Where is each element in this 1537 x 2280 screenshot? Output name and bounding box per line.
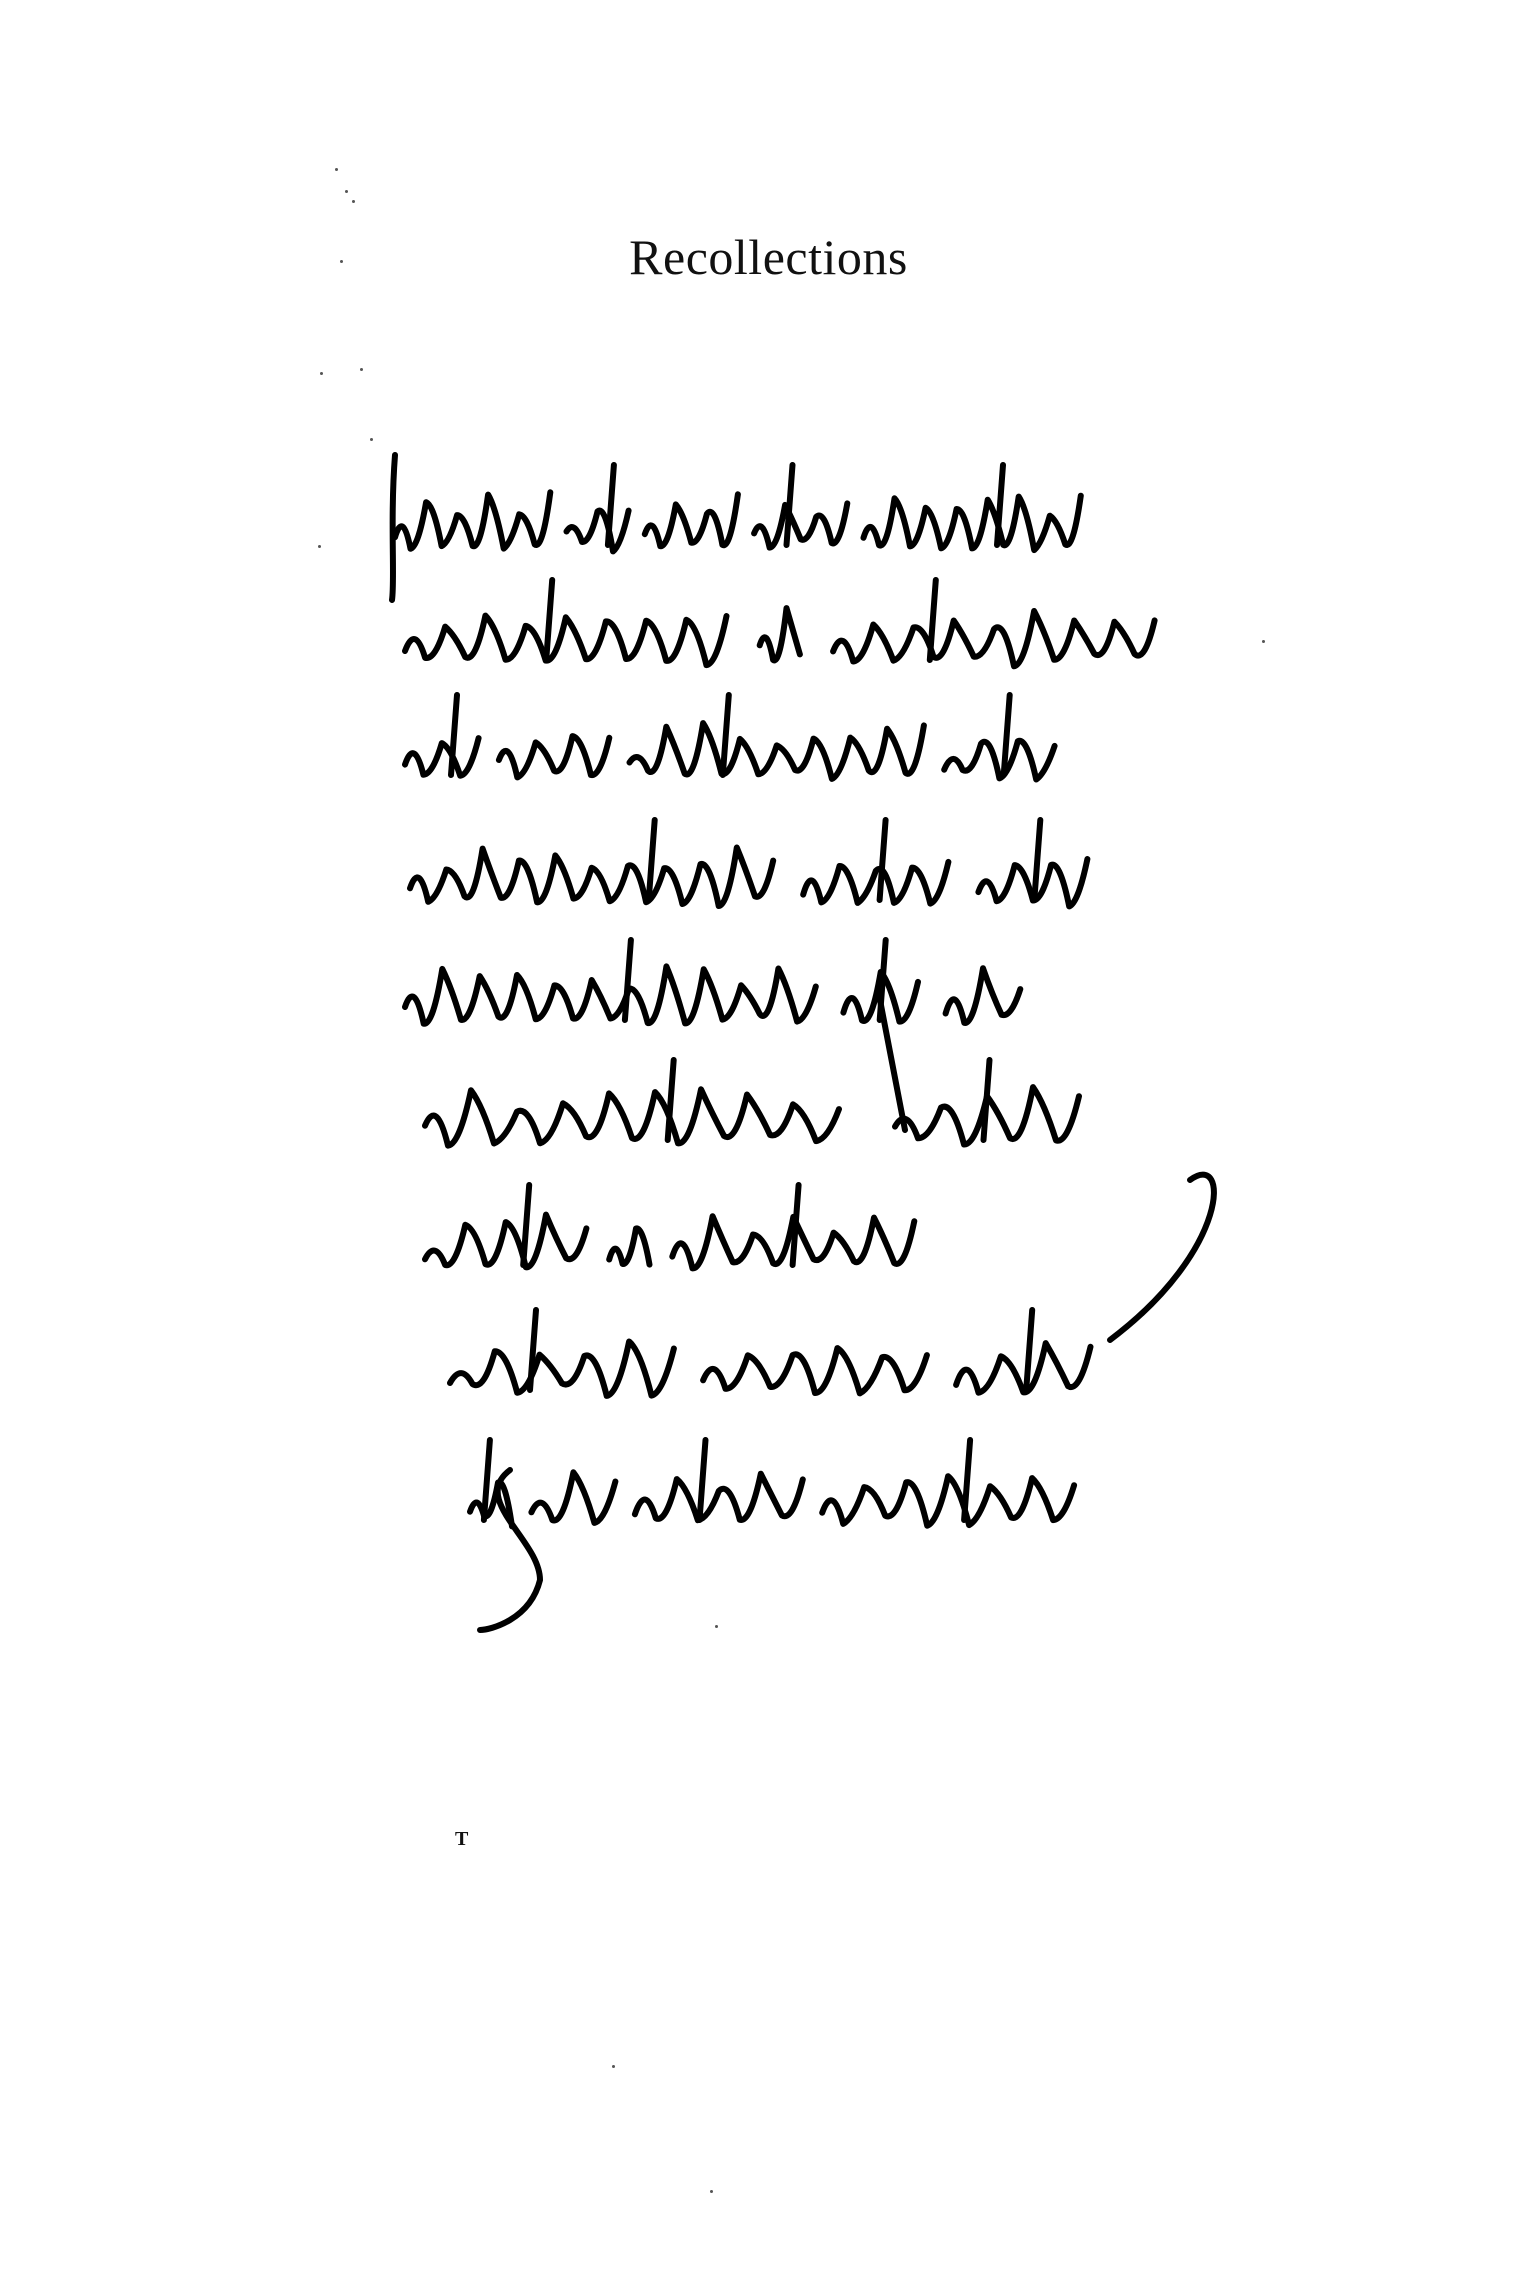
handwritten-line: authorship have the (410, 854, 817, 900)
scan-speck (360, 368, 363, 371)
handwriting-stroke (392, 455, 395, 600)
page-title: Recollections (629, 229, 908, 285)
handwriting-stroke (1034, 820, 1040, 900)
handwriting-stroke (930, 580, 936, 660)
handwriting-stroke (793, 1185, 799, 1265)
handwriting-stroke (880, 820, 886, 900)
handwriting-stroke (946, 968, 1021, 1023)
scan-speck (715, 1625, 718, 1628)
handwritten-line: I am glad indeed (470, 1474, 811, 1520)
handwriting-stroke (1026, 1310, 1032, 1390)
handwriting-stroke (956, 1343, 1090, 1393)
handwritten-line: exemption from (425, 1094, 746, 1140)
scan-speck (318, 545, 321, 548)
footer-mark: T (455, 1828, 469, 1850)
scan-speck (340, 260, 343, 263)
handwriting-stroke (822, 1476, 1074, 1526)
handwritten-line: pain. We are all working (395, 499, 891, 545)
handwritten-line: rank & title. (425, 1219, 674, 1265)
handwriting-stroke (803, 862, 948, 904)
scan-speck (612, 2065, 615, 2068)
scan-speck (370, 438, 373, 441)
scan-speck (335, 168, 338, 171)
handwriting-stroke (984, 1060, 990, 1140)
handwriting-stroke (1110, 1175, 1214, 1340)
handwritten-line: distinction of an (405, 974, 734, 1020)
handwriting-stroke (864, 496, 1081, 550)
handwritten-line: to one another. Let (405, 729, 790, 775)
handwriting-stroke (964, 1440, 970, 1520)
scan-speck (352, 200, 355, 203)
handwritten-line: claim none. But (450, 1344, 769, 1390)
handwriting-stroke (944, 741, 1054, 780)
scan-speck (345, 190, 348, 193)
scan-speck (710, 2190, 713, 2193)
handwriting-stroke (833, 611, 1155, 666)
scan-speck (320, 372, 323, 375)
scan-speck (1262, 640, 1265, 643)
handwritten-line: together & indebted (405, 614, 819, 660)
